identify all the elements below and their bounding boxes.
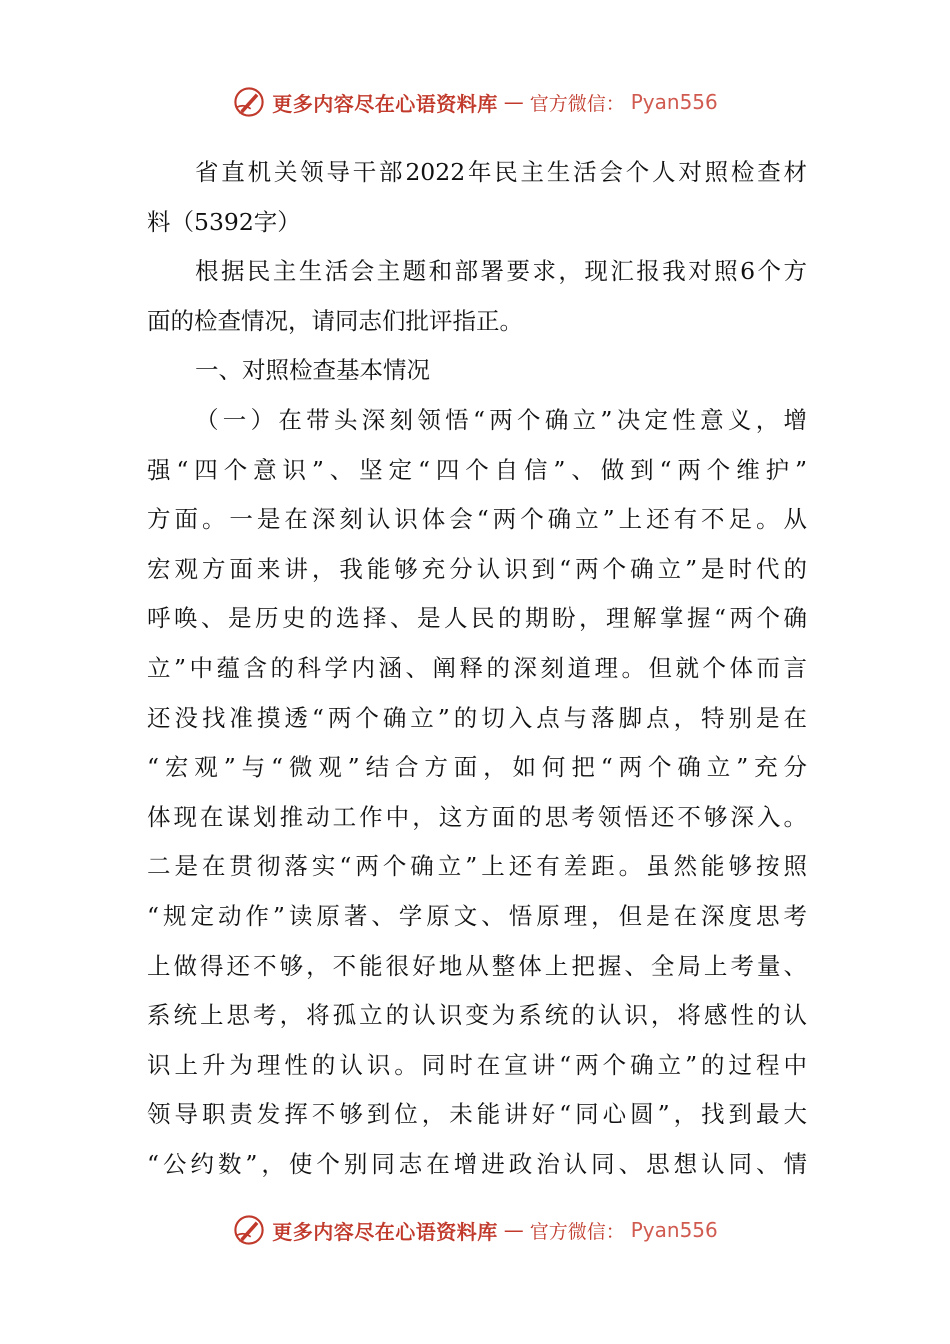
paragraph-line: 系统上思考，将孤立的认识变为系统的认识，将感性的认 <box>147 1001 807 1030</box>
watermark-wechat-id: Pyan556 <box>630 1218 718 1242</box>
pen-seal-logo-icon <box>232 1213 266 1247</box>
watermark-wechat-id: Pyan556 <box>630 90 718 114</box>
paragraph-line: 强“四个意识”、坚定“四个自信”、做到“两个维护” <box>147 455 807 484</box>
paragraph-line: 二是在贯彻落实“两个确立”上还有差距。虽然能够按照 <box>147 852 807 881</box>
title-line-1: 省直机关领导干部2022年民主生活会个人对照检查材 <box>195 158 807 186</box>
paragraph-line: 根据民主生活会主题和部署要求，现汇报我对照6个方 <box>195 257 807 286</box>
paragraph-line: “规定动作”读原著、学原文、悟原理，但是在深度思考 <box>147 901 807 930</box>
watermark-header <box>0 82 950 122</box>
watermark-label: 官方微信： <box>529 92 625 115</box>
paragraph-line: “宏观”与“微观”结合方面，如何把“两个确立”充分 <box>147 753 807 782</box>
paragraph-line: （一）在带头深刻领悟“两个确立”决定性意义，增 <box>195 405 807 434</box>
watermark-main-text: 更多内容尽在心语资料库 <box>272 1219 498 1244</box>
paragraph-line: 宏观方面来讲，我能够充分认识到“两个确立”是时代的 <box>147 554 807 583</box>
paragraph-line: 体现在谋划推动工作中，这方面的思考领悟还不够深入。 <box>147 802 807 831</box>
paragraph-line: “公约数”，使个别同志在增进政治认同、思想认同、情 <box>147 1149 807 1178</box>
watermark-separator: — <box>503 90 524 114</box>
paragraph-line: 方面。一是在深刻认识体会“两个确立”上还有不足。从 <box>147 505 807 534</box>
paragraph-line: 呼唤、是历史的选择、是人民的期盼，理解掌握“两个确 <box>147 604 807 633</box>
pen-seal-logo-icon <box>232 85 266 119</box>
paragraph-line: 识上升为理性的认识。同时在宣讲“两个确立”的过程中 <box>147 1050 807 1079</box>
paragraph-line: 领导职责发挥不够到位，未能讲好“同心圆”，找到最大 <box>147 1100 807 1129</box>
watermark-label: 官方微信： <box>529 1220 625 1243</box>
watermark-main-text: 更多内容尽在心语资料库 <box>272 91 498 116</box>
watermark-separator: — <box>503 1218 524 1242</box>
paragraph-line: 还没找准摸透“两个确立”的切入点与落脚点，特别是在 <box>147 703 807 732</box>
paragraph-line: 面的检查情况，请同志们批评指正。 <box>147 306 523 335</box>
paragraph-line: 立”中蕴含的科学内涵、阐释的深刻道理。但就个体而言 <box>147 653 807 682</box>
section-heading: 一、对照检查基本情况 <box>195 356 430 385</box>
document-body <box>147 148 807 1189</box>
paragraph-line: 上做得还不够，不能很好地从整体上把握、全局上考量、 <box>147 951 807 980</box>
title-line-2: 料（5392字） <box>147 207 301 236</box>
watermark-footer <box>0 1210 950 1250</box>
